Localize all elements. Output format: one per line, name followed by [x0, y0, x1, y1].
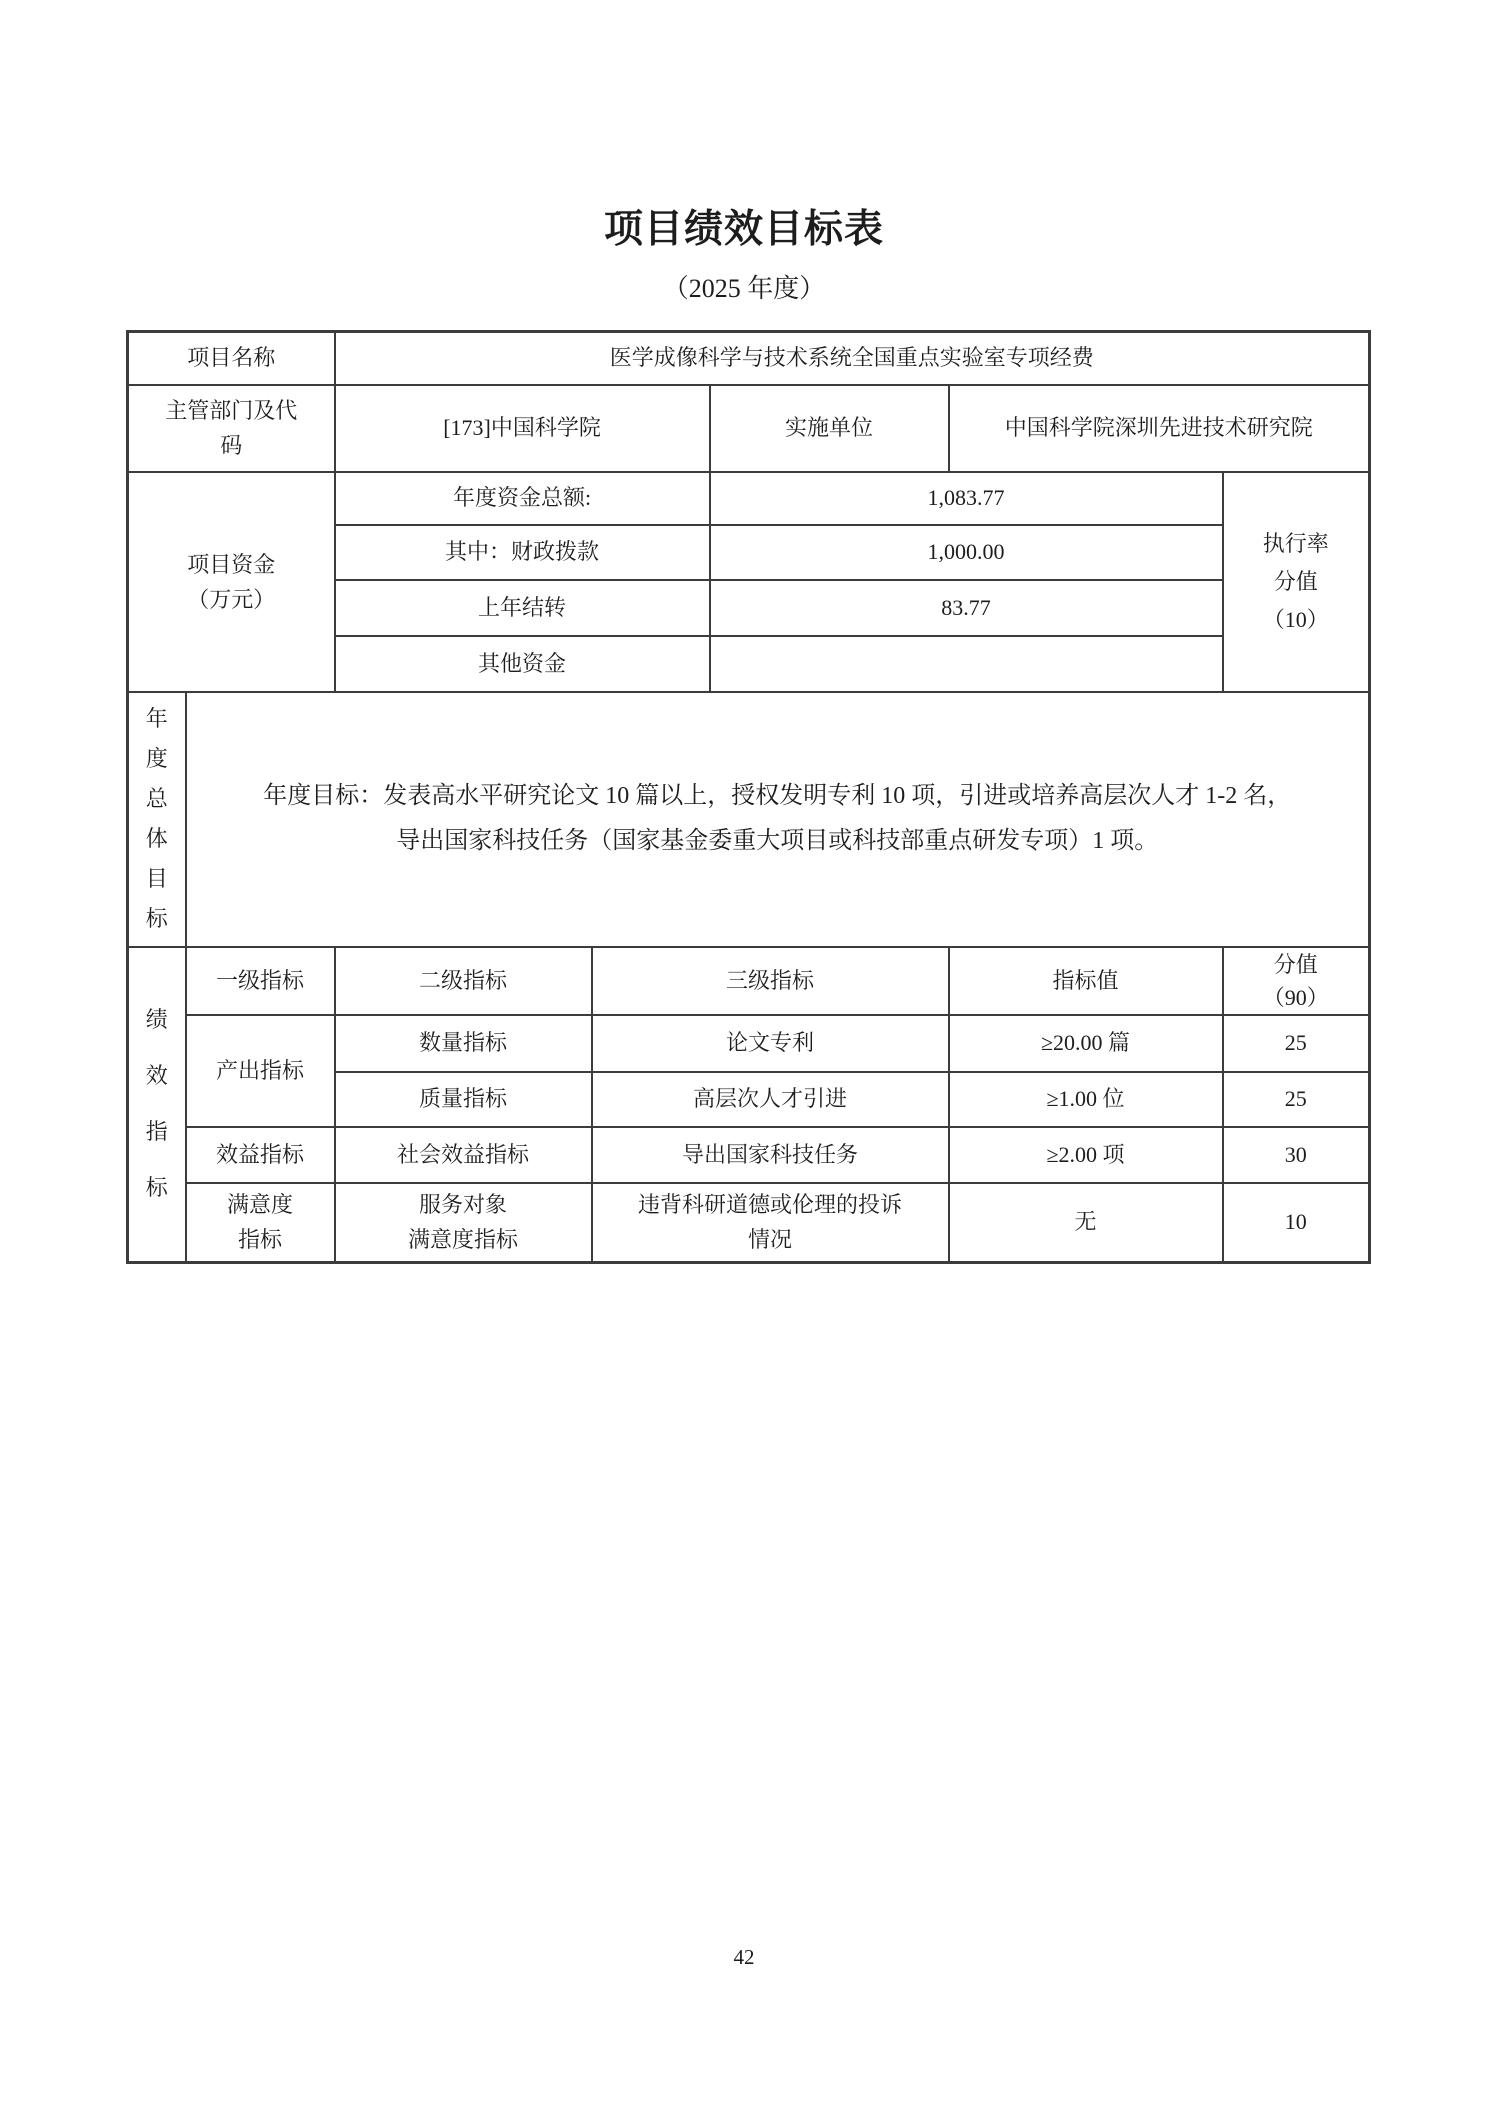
annual-goal-label-text: 年度总体目标 — [145, 706, 168, 931]
funding-other-label: 其他资金 — [335, 636, 710, 692]
header-indicator-value: 指标值 — [949, 947, 1223, 1015]
header-score-line1: 分值 — [1273, 951, 1318, 977]
funding-carryover-value: 83.77 — [710, 580, 1223, 636]
header-level2: 二级指标 — [335, 947, 592, 1015]
header-level1: 一级指标 — [186, 947, 335, 1015]
satisfaction-level1-line1: 满意度 — [227, 1192, 294, 1218]
level2-social-benefit-indicator: 社会效益指标 — [335, 1127, 592, 1183]
indicator-row-satisfaction — [128, 1183, 1370, 1263]
department-label-line2: 码 — [220, 433, 243, 458]
score-talent-recruitment: 25 — [1223, 1072, 1370, 1127]
document-subtitle: （2025 年度） — [662, 274, 826, 303]
satisfaction-level2-line2: 满意度指标 — [408, 1227, 519, 1253]
score-ethics-complaints: 10 — [1223, 1183, 1370, 1263]
level1-satisfaction-indicator — [186, 1183, 335, 1263]
project-name-value: 医学成像科学与技术系统全国重点实验室专项经费 — [335, 332, 1370, 385]
value-national-tasks: ≥2.00 项 — [949, 1127, 1223, 1183]
level2-quantity-indicator: 数量指标 — [335, 1015, 592, 1072]
indicator-header-row — [128, 947, 1370, 1015]
level1-output-indicator: 产出指标 — [186, 1015, 335, 1127]
department-code-value: [173]中国科学院 — [335, 385, 710, 472]
department-label — [128, 385, 335, 472]
level1-benefit-indicator: 效益指标 — [186, 1127, 335, 1183]
level3-national-tasks: 导出国家科技任务 — [592, 1127, 949, 1183]
project-name-row — [128, 332, 1370, 385]
satisfaction-level1-line2: 指标 — [238, 1227, 283, 1253]
funding-other-value — [710, 636, 1223, 692]
annual-goal-content — [186, 692, 1370, 947]
funding-total-value: 1,083.77 — [710, 472, 1223, 525]
project-name-label: 项目名称 — [128, 332, 335, 385]
value-papers-patents: ≥20.00 篇 — [949, 1015, 1223, 1072]
execution-rate-line2: 分值 — [1273, 568, 1318, 594]
level3-ethics-complaints — [592, 1183, 949, 1263]
annual-goal-line1: 年度目标：发表高水平研究论文 10 篇以上，授权发明专利 10 项，引进或培养高层次人才 1-2 名， — [263, 783, 1292, 809]
funding-fiscal-value: 1,000.00 — [710, 525, 1223, 580]
satisfaction-level2-line1: 服务对象 — [419, 1192, 508, 1218]
annual-goal-row — [128, 692, 1370, 947]
header-score — [1223, 947, 1370, 1015]
annual-goal-label — [128, 692, 186, 947]
page-number: 42 — [733, 1945, 755, 1969]
level3-papers-patents: 论文专利 — [592, 1015, 949, 1072]
funding-carryover-label: 上年结转 — [335, 580, 710, 636]
annual-goal-line2: 导出国家科技任务（国家基金委重大项目或科技部重点研发专项）1 项。 — [396, 828, 1159, 854]
department-row — [128, 385, 1370, 472]
funding-label-line1: 项目资金 — [187, 551, 276, 577]
score-national-tasks: 30 — [1223, 1127, 1370, 1183]
implementing-unit-label: 实施单位 — [710, 385, 949, 472]
execution-rate-score-label — [1223, 472, 1370, 692]
funding-section-label — [128, 472, 335, 692]
department-label-line1: 主管部门及代 — [165, 398, 298, 423]
execution-rate-line3: （10） — [1262, 606, 1329, 632]
ethics-complaints-line1: 违背科研道德或伦理的投诉 — [638, 1192, 903, 1218]
funding-label-line2: （万元） — [187, 586, 276, 612]
score-papers-patents: 25 — [1223, 1015, 1370, 1072]
value-ethics-complaints: 无 — [949, 1183, 1223, 1263]
funding-row-total — [128, 472, 1370, 525]
value-talent-recruitment: ≥1.00 位 — [949, 1072, 1223, 1127]
performance-section-label-text: 绩效指标 — [145, 1007, 168, 1201]
level2-quality-indicator: 质量指标 — [335, 1072, 592, 1127]
indicator-row-benefit — [128, 1127, 1370, 1183]
funding-total-label: 年度资金总额: — [335, 472, 710, 525]
header-level3: 三级指标 — [592, 947, 949, 1015]
document-title: 项目绩效目标表 — [603, 208, 884, 251]
level3-talent-recruitment: 高层次人才引进 — [592, 1072, 949, 1127]
ethics-complaints-line2: 情况 — [748, 1227, 793, 1253]
execution-rate-line1: 执行率 — [1262, 530, 1329, 556]
level2-service-satisfaction-indicator — [335, 1183, 592, 1263]
header-score-line2: （90） — [1262, 984, 1329, 1010]
funding-fiscal-label: 其中：财政拨款 — [335, 525, 710, 580]
implementing-unit-value: 中国科学院深圳先进技术研究院 — [949, 385, 1370, 472]
indicator-row-quantity — [128, 1015, 1370, 1072]
performance-section-label — [128, 947, 186, 1263]
performance-target-table — [126, 330, 1371, 1264]
